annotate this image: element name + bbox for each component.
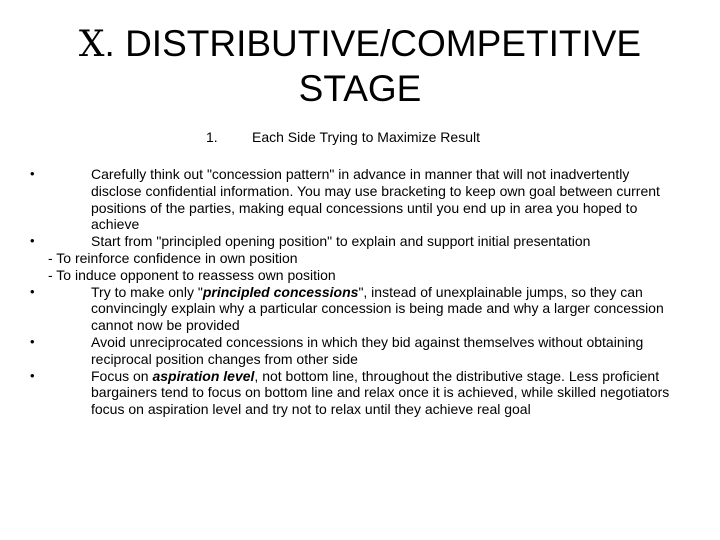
title-line-2: STAGE [298, 68, 422, 109]
bullet-marker: • [30, 333, 35, 349]
bullet-text: Carefully think out "concession pattern" in advance in manner that will not inadvertently disclose confidential information. You may use bracketing to keep own goal between current positions of the parties, making equal concessions until you end up in area you hoped to achieve [91, 166, 660, 233]
bullet-marker: • [30, 283, 35, 299]
title-line-1 [0, 22, 720, 67]
bullet-marker: • [30, 166, 35, 181]
bullet-marker: • [30, 367, 35, 383]
title-roman-numeral: Ⅹ [78, 24, 105, 65]
bullet-list [0, 166, 720, 418]
subtitle-number: 1. [206, 129, 218, 145]
bullet-marker: • [30, 233, 35, 249]
bullet-item-opening-position [0, 233, 671, 250]
bullet-item-aspiration-level [0, 368, 671, 418]
bullet-text-after: , not bottom line, throughout the distributive stage. Less proficient bargainers tend to focus on bottom line and relax once it is achieved, while skilled negotiators focus on aspiration level and try not to relax until they achieve real goal [91, 367, 670, 418]
bullet-text-before: Focus on [91, 367, 153, 384]
bullet-text-after: ", instead of unexplainable jumps, so they can convincingly explain why a particular concession is being made and why a larger concession cannot now be provided [91, 283, 664, 334]
bullet-emphasis: aspiration level [152, 367, 255, 384]
subtitle [206, 128, 480, 146]
sub-item-induce: - To induce opponent to reassess own position [48, 266, 336, 283]
bullet-item-principled-concessions [0, 284, 671, 334]
bullet-text-before: Try to make only " [91, 283, 203, 300]
bullet-text: Start from "principled opening position" to explain and support initial presentation [91, 233, 591, 250]
title-line-1-text: . DISTRIBUTIVE/COMPETITIVE [104, 23, 642, 64]
bullet-emphasis: principled concessions [202, 283, 359, 300]
bullet-text: Avoid unreciprocated concessions in which they bid against themselves without obtaining reciprocal position changes from other side [91, 333, 644, 367]
sub-item-reinforce: - To reinforce confidence in own position [48, 249, 298, 266]
slide-title [0, 22, 720, 111]
bullet-item-concession-pattern [0, 166, 671, 233]
subtitle-text: Each Side Trying to Maximize Result [252, 129, 480, 145]
bullet-item-unreciprocated [0, 334, 671, 368]
